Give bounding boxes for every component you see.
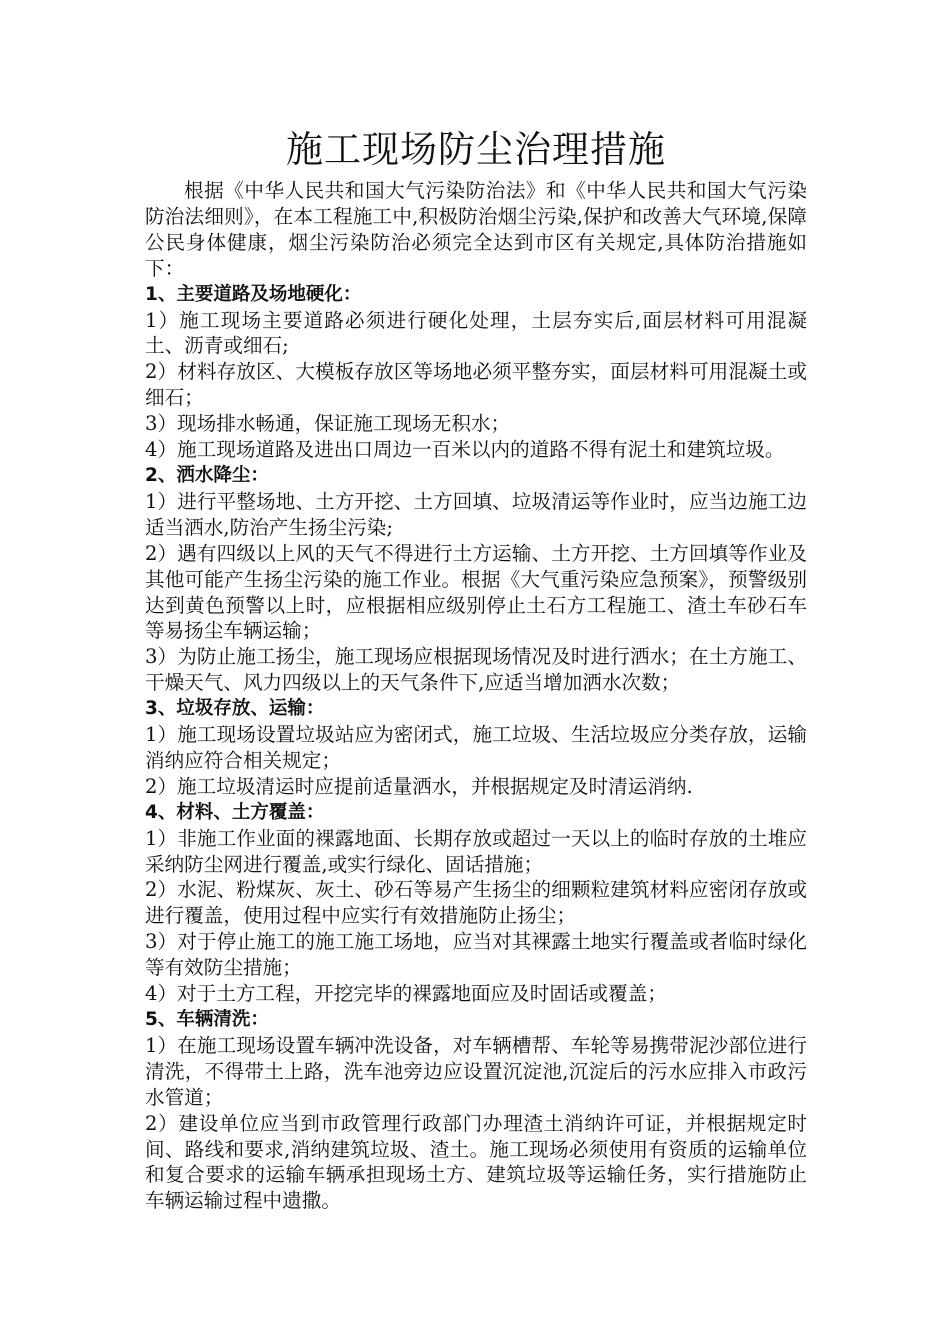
list-item: 1）施工现场主要道路必须进行硬化处理，土层夯实后,面层材料可用混凝土、沥青或细石; <box>145 308 807 358</box>
list-item: 2）建设单位应当到市政管理行政部门办理渣土消纳许可证，并根据规定时间、路线和要求,消纳建筑垃圾、渣土。施工现场必须使用有资质的运输单位和复合要求的运输车辆承担现场土方、建筑垃圾等运输任务，实行措施防止车辆运输过程中遗撒。 <box>145 1111 807 1213</box>
section-heading: 5、车辆清洗： <box>145 1009 269 1030</box>
list-item: 4）施工现场道路及进出口周边一百米以内的道路不得有泥土和建筑垃圾。 <box>145 438 785 462</box>
section-heading: 1、主要道路及场地硬化： <box>145 283 362 305</box>
list-item: 1）在施工现场设置车辆冲洗设备，对车辆槽帮、车轮等易携带泥沙部位进行清洗，不得带土上路，洗车池旁边应设置沉淀池,沉淀后的污水应排入市政污水管道； <box>145 1033 807 1109</box>
section-heading: 3、垃圾存放、运输： <box>145 698 325 720</box>
list-item: 3）现场排水畅通，保证施工现场无积水； <box>145 412 511 436</box>
list-item: 1）施工现场设置垃圾站应为密闭式，施工垃圾、生活垃圾应分类存放，运输消纳应符合相关规定； <box>145 723 807 772</box>
list-item: 1）非施工作业面的裸露地面、长期存放或超过一天以上的临时存放的土堆应采纳防尘网进行覆盖,或实行绿化、固话措施； <box>145 826 807 876</box>
list-item: 3）对于停止施工的施工施工场地，应当对其裸露土地实行覆盖或者临时绿化等有效防尘措施； <box>145 930 807 980</box>
section-2 <box>145 463 807 696</box>
page-title: 施工现场防尘治理措施 <box>286 128 666 171</box>
section-3 <box>145 696 807 800</box>
section-5 <box>145 1007 807 1214</box>
section-1 <box>145 282 807 463</box>
list-item: 4）对于土方工程，开挖完毕的裸露地面应及时固话或覆盖； <box>145 982 667 1006</box>
list-item: 2）水泥、粉煤灰、灰土、砂石等易产生扬尘的细颗粒建筑材料应密闭存放或进行覆盖，使用过程中应实行有效措施防止扬尘； <box>145 878 807 928</box>
intro-paragraph: 根据《中华人民共和国大气污染防治法》和《中华人民共和国大气污染防治法细则》，在本工程施工中,积极防治烟尘污染,保护和改善大气环境,保障公民身体健康，烟尘污染防治必须完全达到市区有关规定,具体防治措施如下： <box>145 179 807 280</box>
list-item: 1）进行平整场地、土方开挖、土方回填、垃圾清运等作业时，应当边施工边适当洒水,防治产生扬尘污染; <box>145 489 807 539</box>
list-item: 2）施工垃圾清运时应提前适量洒水，并根据规定及时清运消纳. <box>145 774 693 798</box>
document-page <box>145 122 807 1214</box>
section-heading: 2、洒水降尘： <box>145 464 269 486</box>
list-item: 3）为防止施工扬尘，施工现场应根据现场情况及时进行洒水；在土方施工、干燥天气、风力四级以上的天气条件下,应适当增加洒水次数； <box>145 645 807 695</box>
list-item: 2）材料存放区、大模板存放区等场地必须平整夯实，面层材料可用混凝土或细石； <box>145 360 807 410</box>
section-4 <box>145 800 807 1007</box>
list-item: 2）遇有四级以上风的天气不得进行土方运输、土方开挖、土方回填等作业及其他可能产生扬尘污染的施工作业。根据《大气重污染应急预案》，预警级别达到黄色预警以上时，应根据相应级别停止土石方工程施工、渣土车砂石车等易扬尘车辆运输； <box>145 541 807 643</box>
section-heading: 4、材料、土方覆盖： <box>145 801 325 823</box>
